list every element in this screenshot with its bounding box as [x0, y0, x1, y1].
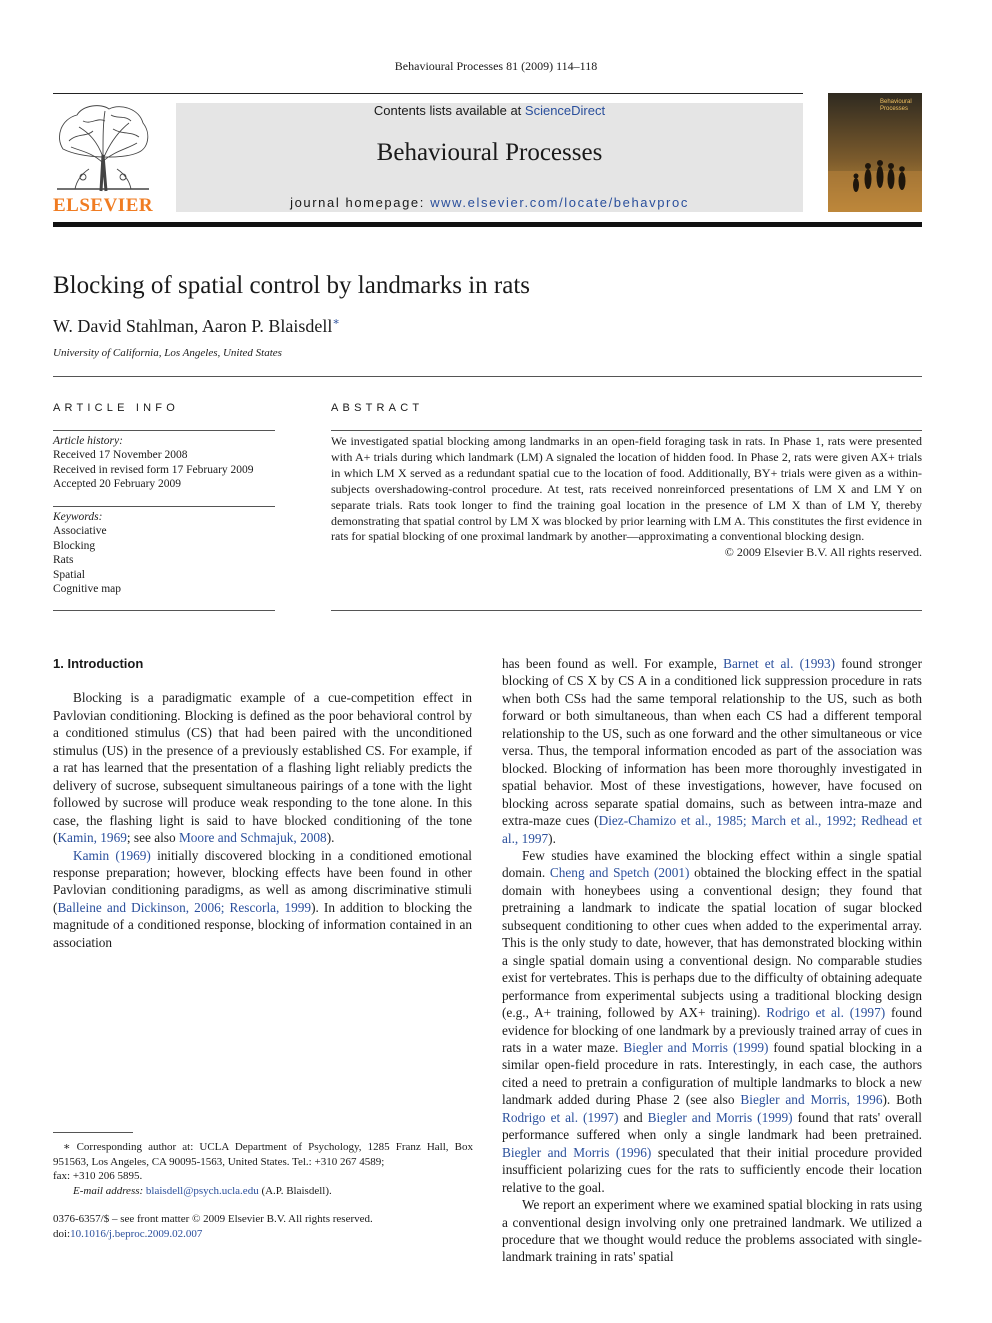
header-rule — [53, 93, 803, 94]
doi-link[interactable]: 10.1016/j.beproc.2009.02.007 — [70, 1228, 203, 1240]
journal-banner — [176, 103, 803, 212]
abstract-label: ABSTRACT — [331, 402, 424, 414]
elsevier-logo — [53, 103, 153, 215]
citation-link[interactable]: Kamin, 1969 — [57, 830, 127, 846]
intro-paragraph-2 — [53, 847, 472, 952]
keyword-item: Blocking — [53, 539, 96, 552]
paragraph-text: ). Both — [882, 1092, 922, 1108]
paragraph-text: Blocking is a paradigmatic example of a cue-competition effect in Pavlovian conditioning. Blocking is defined as the poor behavioral control by a conditioned stimulus (CS) that had been paired with the unconditioned stimulus (US) in the presence of a previously established CS. For example, if a rat has learned that the presentation of a flashing light reliably predicts the delivery of sucrose, subsequent simultaneous pairings of a tone with the light followed by sucrose will produce weak responding to the tone alone. In this case, the flashing light is said to have blocked conditioning of the tone ( — [53, 690, 472, 846]
journal-title: Behavioural Processes — [376, 139, 603, 166]
abstract-body: We investigated spatial blocking among landmarks in an open-field foraging task in rats. In Phase 1, rats were presented with A+ trials during which landmark (LM) A signaled the location of hidden food. In Phase 2, rats were given AX+ trials in which LM X served as a redundant spatial cue to the location of food. Additionally, BY+ trials were given as a within-subjects overshadowing-control procedure. At test, rats received nonreinforced presentations of LM X and LM Y on separate trials. Rats took longer to find the training goal location in the presence of LM X than of LM Y, thereby demonstrating that spatial control by LM X was blocked by prior learning with LM A. This constitutes the first evidence in rats for spatial blocking of one proximal landmark by another—approximating a conventional blocking design. — [331, 434, 922, 544]
history-received: Received 17 November 2008 — [53, 449, 188, 462]
authors-text: W. David Stahlman, Aaron P. Blaisdell — [53, 316, 333, 336]
keyword-item: Rats — [53, 554, 74, 567]
keywords-rule — [53, 506, 275, 507]
section-heading-introduction: 1. Introduction — [53, 656, 144, 671]
author-list — [53, 315, 340, 337]
citation-link[interactable]: Biegler and Morris (1996) — [502, 1144, 652, 1160]
abstract-text — [331, 434, 922, 561]
history-label: Article history: — [53, 435, 123, 447]
paragraph-text: initially discovered blocking in a conditioned emotional response preparation; however, blocking effects have been found in other Pavlovian conditioning paradigms, as well as among discriminative stimuli ( — [53, 847, 472, 915]
keywords-block — [53, 510, 275, 596]
homepage-prefix: journal homepage: — [290, 195, 431, 210]
paragraph-text: and — [618, 1109, 648, 1125]
citation-link[interactable]: Biegler and Morris, 1996 — [740, 1092, 883, 1108]
bottom-info — [53, 1212, 373, 1242]
footnote-line-1: Corresponding author at: UCLA Department of Psychology, 1285 Franz Hall, Box 951563, Los Angeles, CA 90095-1563, United States. Tel.: +310 267 4589; — [53, 1141, 473, 1168]
history-accepted: Accepted 20 February 2009 — [53, 478, 182, 491]
paragraph-text: obtained the blocking effect in the spatial domain with honeybees using a conventional design; they found that pretraining a landmark to indicate the spatial location of sugar blocked subsequent conditioning to other cues when added to the experimental array. This is the only study to date, however, that has demonstrated blocking within a single spatial domain using a conventional design. No comparable studies exist for vertebrates. This is perhaps due to the difficulty of obtaining adequate performance from experimental subjects using a traditional blocking design (e.g., A+ training, followed by AX+ training). — [502, 865, 922, 1021]
intro-paragraph-2-continued — [502, 655, 922, 847]
email-link[interactable]: blaisdell@psych.ucla.edu — [145, 1184, 259, 1197]
footnote-rule — [53, 1132, 133, 1133]
doi-label: doi: — [53, 1228, 71, 1240]
email-label: E-mail address: — [73, 1184, 144, 1197]
article-info-rule — [53, 430, 275, 431]
paragraph-text: found stronger blocking of CS X by CS A in a conditioned lick suppression procedure in rats when both CSs had the same temporal relationship to the US, such as both forward or both simultaneous, than when each CS had a different temporal relationship to the US, such as one forward and the other simultaneous or vice versa. Thus, the temporal information encoded as part of the association was blocked. Blocking of information has been more thoroughly investigated in spatial behavior. Most of these investigations, however, have focused on blocking across separate spatial domains, such as between intra-maze and extra-maze cues ( — [502, 656, 923, 829]
masthead-rule — [53, 222, 922, 227]
email-suffix: (A.P. Blaisdell). — [258, 1184, 332, 1197]
running-head: Behavioural Processes 81 (2009) 114–118 — [394, 59, 598, 73]
affiliation: University of California, Los Angeles, United States — [53, 347, 282, 359]
journal-cover-image — [828, 93, 922, 212]
body-right-column — [502, 655, 923, 1265]
contents-prefix: Contents lists available at — [373, 103, 525, 118]
issn-line: 0376-6357/$ – see front matter © 2009 Elsevier B.V. All rights reserved. — [53, 1213, 373, 1225]
paragraph-text: ). In addition to blocking the magnitude of a conditioned response, blocking of information contained in an association — [53, 899, 472, 950]
corresponding-footnote — [53, 1140, 473, 1198]
paragraph-text: found that rats' overall performance suffered when only a single landmark had been pretrained. — [502, 1109, 922, 1143]
citation-link[interactable]: Kamin (1969) — [73, 847, 151, 863]
footnote-mark: ∗ — [63, 1141, 71, 1153]
footnote-fax: fax: +310 206 5895. — [53, 1170, 143, 1182]
paragraph-text: speculated that their initial procedure provided insufficient polarizing cues for the rats to sufficiently encode their location relative to the goal. — [502, 1144, 922, 1195]
publisher-name: ELSEVIER — [53, 195, 154, 216]
paragraph-text: ; see also — [126, 830, 179, 846]
citation-link[interactable]: Biegler and Morris (1999) — [647, 1109, 793, 1125]
citation-link[interactable]: Cheng and Spetch (2001) — [549, 865, 690, 881]
intro-paragraph-4 — [502, 1196, 922, 1266]
corresponding-author-mark[interactable]: ∗ — [332, 316, 340, 328]
doi-line — [53, 1227, 373, 1242]
sciencedirect-link[interactable]: ScienceDirect — [524, 103, 606, 118]
paragraph-text: ). — [548, 830, 556, 846]
footnote-email — [53, 1184, 473, 1199]
citation-link[interactable]: Rodrigo et al. (1997) — [502, 1109, 619, 1125]
citation-link[interactable]: Diez-Chamizo et al., 1985; March et al., 1992; Redhead et al., 1997 — [502, 813, 922, 846]
abstract-bottom-rule — [331, 610, 922, 611]
cover-title: Behavioural Processes — [880, 99, 912, 112]
abstract-top-rule — [331, 430, 922, 431]
paragraph-text: found evidence for blocking of one landmark by a previously trained array of cues in rats in a water maze. — [502, 1005, 922, 1055]
article-title: Blocking of spatial control by landmarks in rats — [53, 272, 530, 299]
homepage-link[interactable]: www.elsevier.com/locate/behavproc — [430, 195, 689, 210]
tree-icon — [53, 103, 153, 193]
homepage-line — [176, 195, 803, 210]
keyword-item: Associative — [53, 525, 107, 538]
citation-link[interactable]: Balleine and Dickinson, 2006; Rescorla, 1999 — [57, 899, 312, 915]
body-left-column — [53, 655, 472, 1095]
paragraph-text: Few studies have examined the blocking effect within a single spatial domain. — [502, 847, 922, 881]
keyword-item: Cognitive map — [53, 583, 122, 596]
paragraph-text: We report an experiment where we examined spatial blocking in rats using a conventional design involving only one pretrained landmark. We utilized a procedure that we thought would reduce the problems associated with single-landmark training in rats' spatial — [502, 1197, 922, 1265]
citation-link[interactable]: Rodrigo et al. (1997) — [766, 1005, 886, 1021]
intro-paragraph-3 — [502, 847, 922, 1196]
citation-link[interactable]: Barnet et al. (1993) — [723, 656, 836, 671]
contents-line — [176, 103, 803, 118]
article-history — [53, 434, 275, 492]
paragraph-text: ). — [326, 830, 335, 846]
history-revised: Received in revised form 17 February 2009 — [53, 463, 254, 476]
citation-link[interactable]: Moore and Schmajuk, 2008 — [178, 830, 327, 846]
article-info-bottom-rule — [53, 610, 275, 611]
keywords-label: Keywords: — [53, 511, 103, 523]
title-rule — [53, 376, 922, 377]
intro-paragraph-1 — [53, 689, 472, 846]
paragraph-text: has been found as well. For example, — [502, 656, 724, 671]
article-info-label: ARTICLE INFO — [53, 402, 179, 414]
footnote-address — [53, 1140, 473, 1169]
abstract-copyright: © 2009 Elsevier B.V. All rights reserved. — [724, 545, 922, 560]
keyword-item: Spatial — [53, 568, 85, 581]
citation-link[interactable]: Biegler and Morris (1999) — [623, 1039, 769, 1055]
paragraph-text: found spatial blocking in a similar open-field procedure in rats. Interestingly, in each case, the authors cited a need to pretrain a configuration of multiple landmarks to block a new landmark added during Phase 2 (see also — [502, 1039, 922, 1108]
